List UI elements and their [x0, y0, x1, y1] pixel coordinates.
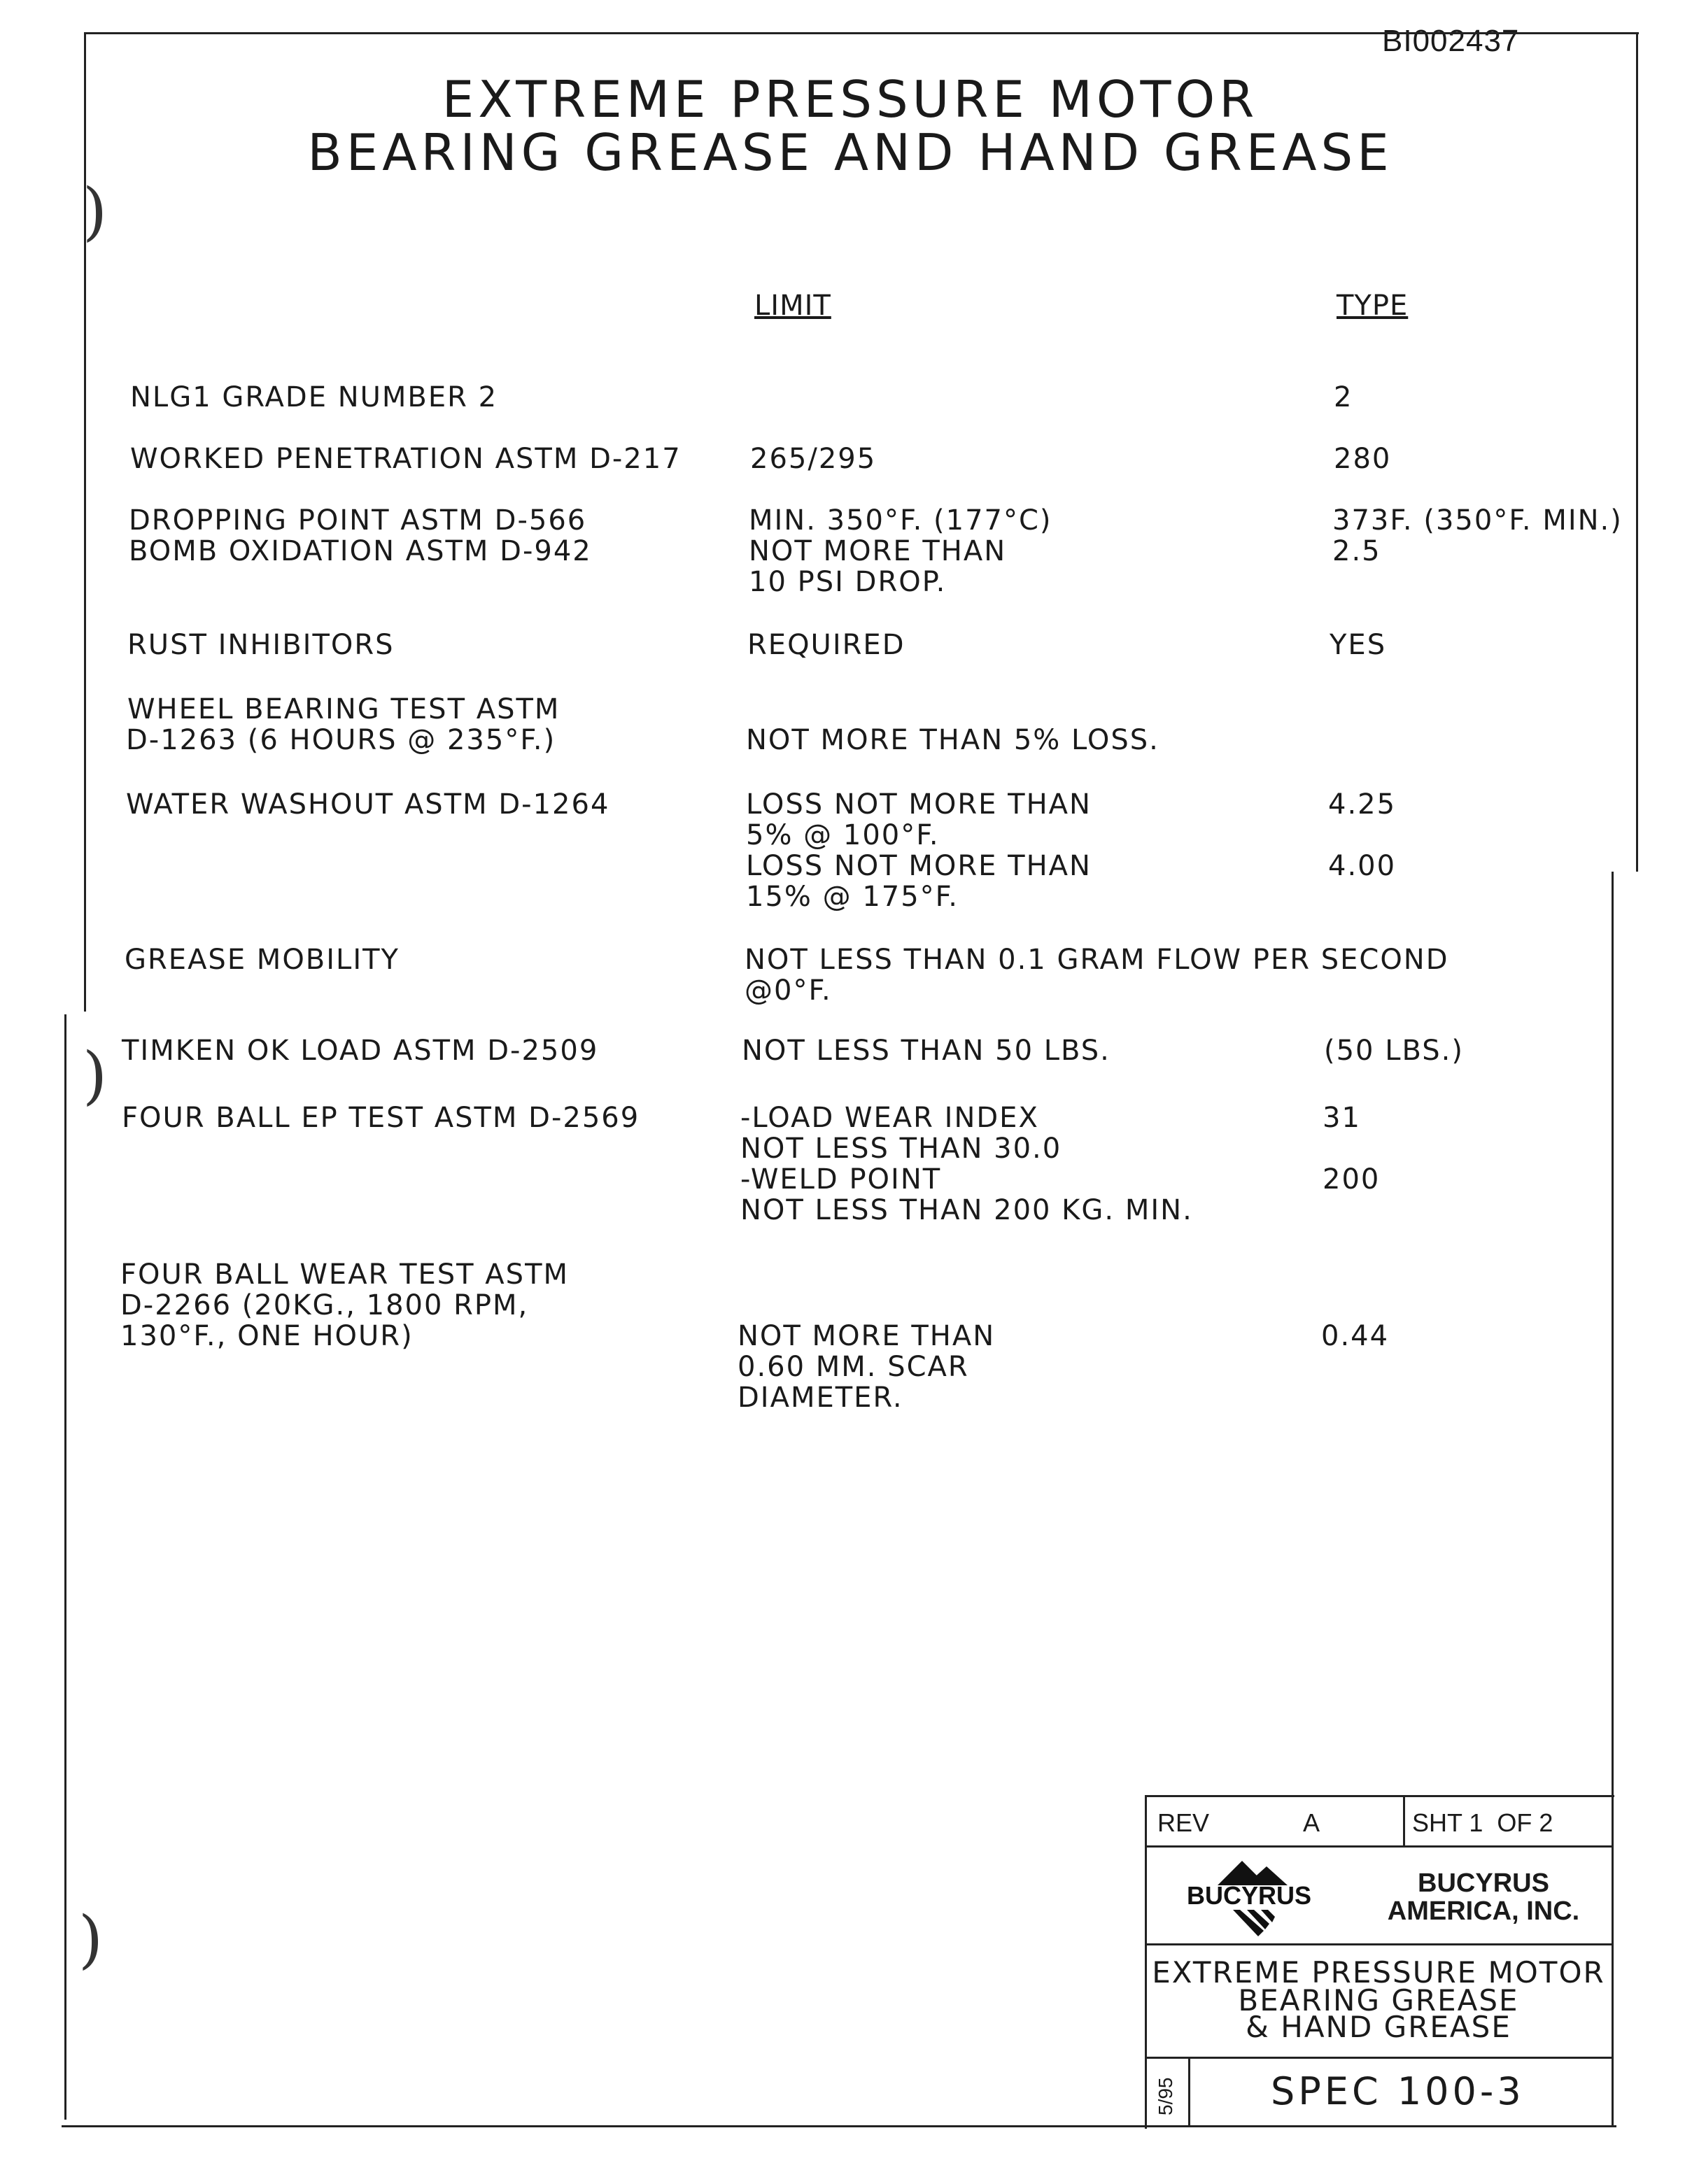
table-cell-prop: NLG1 GRADE NUMBER 2: [130, 381, 498, 413]
punch-mark-bottom: ): [78, 1903, 104, 1976]
table-cell-prop: D-1263 (6 HOURS @ 235°F.): [126, 724, 556, 756]
company-name-line-1: BUCYRUS: [1418, 1869, 1549, 1898]
table-cell-limit: @0°F.: [745, 974, 832, 1007]
table-cell-prop: GREASE MOBILITY: [125, 944, 400, 976]
table-cell-limit: 15% @ 175°F.: [746, 881, 959, 913]
table-cell-limit: NOT LESS THAN 30.0: [740, 1133, 1062, 1165]
table-cell-limit: MIN. 350°F. (177°C): [749, 504, 1052, 537]
type-column-header: TYPE: [1337, 290, 1409, 322]
revision-date: 5/95: [1155, 2077, 1176, 2115]
title-block-desc-line-2: BEARING GREASE: [1238, 1983, 1519, 2018]
table-cell-limit: 0.60 MM. SCAR: [738, 1351, 969, 1383]
frame-right-line: [1636, 32, 1638, 872]
table-cell-type: 0.44: [1321, 1320, 1390, 1352]
table-cell-limit: -LOAD WEAR INDEX: [740, 1102, 1039, 1134]
company-name-line-2: AMERICA, INC.: [1387, 1896, 1580, 1926]
table-cell-type: 2: [1334, 381, 1353, 413]
table-cell-limit: NOT LESS THAN 0.1 GRAM FLOW PER SECOND: [745, 944, 1449, 976]
table-cell-prop: DROPPING POINT ASTM D-566: [129, 504, 587, 537]
table-cell-type: 4.00: [1328, 850, 1397, 882]
table-cell-limit: NOT MORE THAN 5% LOSS.: [746, 724, 1159, 756]
table-cell-limit: DIAMETER.: [738, 1382, 903, 1414]
table-cell-limit: 10 PSI DROP.: [749, 566, 947, 598]
spec-number: SPEC 100-3: [1271, 2069, 1525, 2113]
table-cell-prop: FOUR BALL EP TEST ASTM D-2569: [122, 1102, 640, 1134]
table-cell-type: 4.25: [1328, 788, 1397, 821]
table-cell-prop: RUST INHIBITORS: [127, 629, 395, 661]
table-cell-prop: WORKED PENETRATION ASTM D-217: [130, 443, 682, 475]
table-cell-limit: NOT LESS THAN 200 KG. MIN.: [740, 1194, 1193, 1226]
table-cell-limit: -WELD POINT: [740, 1163, 942, 1196]
table-cell-prop: FOUR BALL WEAR TEST ASTM: [120, 1258, 570, 1291]
table-cell-limit: LOSS NOT MORE THAN: [746, 850, 1092, 882]
table-cell-type: 200: [1323, 1163, 1381, 1196]
table-cell-type: YES: [1330, 629, 1387, 661]
table-cell-limit: LOSS NOT MORE THAN: [746, 788, 1092, 821]
table-cell-type: 2.5: [1332, 535, 1381, 567]
table-cell-limit: 265/295: [750, 443, 877, 475]
table-cell-type: 280: [1334, 443, 1392, 475]
table-cell-prop: WHEEL BEARING TEST ASTM: [127, 693, 561, 725]
title-block-vdivider-sheet: [1403, 1795, 1405, 1845]
title-block-desc-line-3: & HAND GREASE: [1246, 2010, 1511, 2044]
table-cell-limit: REQUIRED: [747, 629, 905, 661]
table-cell-limit: NOT LESS THAN 50 LBS.: [742, 1035, 1111, 1067]
table-cell-limit: NOT MORE THAN: [738, 1320, 996, 1352]
punch-mark-top: ): [83, 175, 108, 248]
frame-left-line-lower: [64, 1014, 66, 2120]
table-cell-prop: BOMB OXIDATION ASTM D-942: [129, 535, 592, 567]
logo-wordmark: BUCYRUS: [1186, 1881, 1312, 1910]
bucyrus-logo: [1176, 1854, 1323, 1938]
table-cell-prop: TIMKEN OK LOAD ASTM D-2509: [122, 1035, 599, 1067]
title-block-divider-3: [1145, 2057, 1612, 2059]
title-block-divider-2: [1145, 1943, 1612, 1945]
rev-label: REV: [1157, 1808, 1210, 1837]
document-id: BI002437: [1382, 24, 1520, 58]
table-cell-prop: WATER WASHOUT ASTM D-1264: [126, 788, 610, 821]
title-block-vdivider-date: [1188, 2057, 1190, 2125]
limit-column-header: LIMIT: [754, 290, 831, 322]
frame-top-line: [85, 32, 1639, 34]
title-line-2: BEARING GREASE AND HAND GREASE: [307, 123, 1393, 182]
table-cell-limit: NOT MORE THAN: [749, 535, 1007, 567]
table-cell-type: 373F. (350°F. MIN.): [1332, 504, 1623, 537]
table-cell-type: (50 LBS.): [1324, 1035, 1464, 1067]
table-cell-limit: 5% @ 100°F.: [746, 819, 940, 851]
title-line-1: EXTREME PRESSURE MOTOR: [442, 70, 1259, 129]
punch-mark-middle: ): [83, 1039, 108, 1112]
table-cell-prop: 130°F., ONE HOUR): [120, 1320, 414, 1352]
sheet-number: SHT 1 OF 2: [1412, 1808, 1553, 1837]
title-block-divider-1: [1145, 1845, 1612, 1848]
table-cell-type: 31: [1323, 1102, 1361, 1134]
table-cell-prop: D-2266 (20KG., 1800 RPM,: [120, 1289, 529, 1321]
rev-value: A: [1303, 1808, 1320, 1837]
title-block-desc-line-1: EXTREME PRESSURE MOTOR: [1152, 1955, 1605, 1990]
